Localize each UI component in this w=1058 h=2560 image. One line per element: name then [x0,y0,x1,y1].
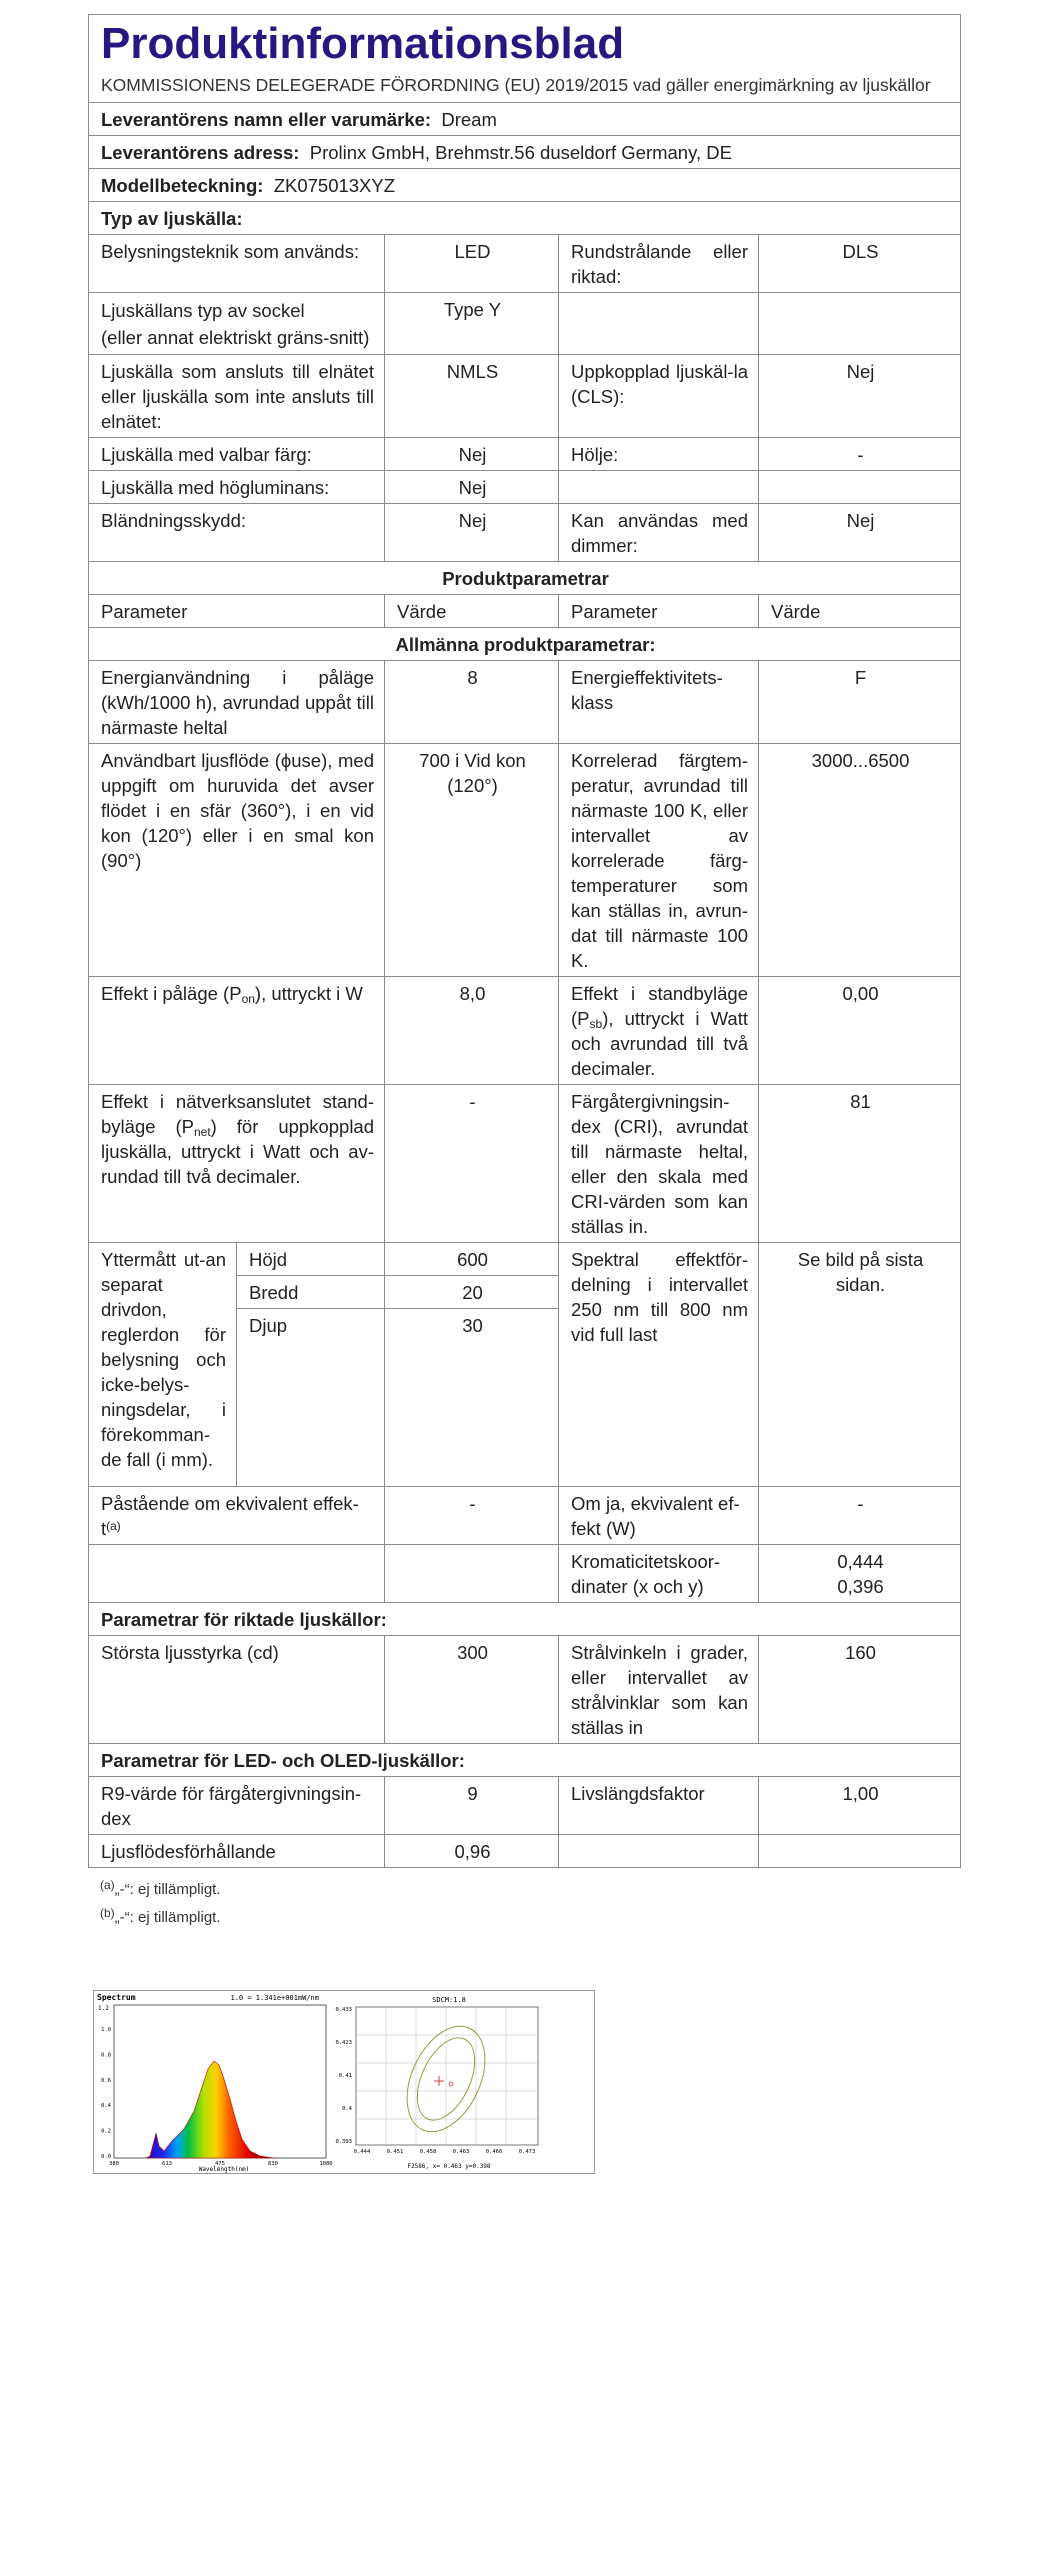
spectrum-scale: 1.0 = 1.341e+001mW/nm [230,1994,319,2002]
chromaticity-label: Kromaticitetskoor-dinater (x och y) [559,1545,759,1603]
cct-value: 3000...6500 [759,744,961,977]
general-params-heading: Allmänna produktparametrar: [89,628,961,661]
cap-type-note: (eller annat elektriskt gräns-snitt) [101,327,370,348]
column-header-row [89,595,961,628]
led-heading-row [89,1744,961,1777]
cie-title: SDCM:1.8 [432,1996,466,2004]
energy-class-label: Energieffektivitets-klass [559,661,759,744]
empty-cell [759,1835,961,1868]
standby-power-label: Effekt i standbyläge $(P_{sb})$, uttryckt i Watt och avrundad till två decimaler. [559,977,759,1085]
param-row [89,1835,961,1868]
info-table [88,14,961,1868]
dimmable-value: Nej [759,504,961,562]
lumen-maintenance-value: 0,96 [385,1835,559,1868]
column-header-parameter: Parameter [89,595,385,628]
height-value: 600 [385,1243,559,1276]
supplier-address-value: Prolinx GmbH, Brehmstr.56 duseldorf Germany, DE [309,142,732,163]
networked-standby-label: Effekt i nätverksanslutet stand-byläge $(P_{net})$ för uppkopplad ljuskälla, uttryckt i Watt och av-rundad till två decimaler. [89,1085,385,1243]
spectrum-y-tick: 0.6 [101,2077,111,2084]
spectrum-x-label: Wavelength(nm) [198,2166,250,2173]
cap-type-label: Ljuskällans typ av sockel [101,300,305,321]
chromaticity-chart [335,1996,538,2170]
cie-y-tick: 0.41 [338,2073,352,2079]
chromaticity-x: 0,444 [837,1551,884,1572]
energy-consumption-value: 8 [385,661,559,744]
mains-value: NMLS [385,355,559,438]
cie-x-tick: 0.466 [485,2149,503,2155]
spectrum-y-tick: 0.8 [101,2052,111,2059]
on-mode-power-value: 8,0 [385,977,559,1085]
spectrum-x-tick: 613 [162,2161,172,2167]
equivalent-power-claim-value: - [385,1487,559,1545]
param-row [89,1636,961,1744]
light-source-type-heading: Typ av ljuskälla: [89,202,961,235]
param-row [89,1487,961,1545]
empty-cell [759,471,961,504]
led-heading: Parametrar för LED- och OLED-ljuskällor: [89,1744,961,1777]
survival-factor-value: 1,00 [759,1777,961,1835]
spectrum-x-tick: 830 [268,2161,278,2167]
supplier-address-row [89,136,961,169]
spectrum-and-chromaticity-figure [93,1990,595,2174]
type-row [89,438,961,471]
cie-frame [356,2007,538,2145]
anti-glare-value: Nej [385,504,559,562]
spectrum-chart [97,1993,333,2173]
title-cell [89,15,961,103]
peak-intensity-value: 300 [385,1636,559,1744]
supplier-name-row [89,103,961,136]
spectrum-y-tick: 0.4 [101,2103,111,2110]
param-row [89,977,961,1085]
peak-intensity-label: Största ljusstyrka (cd) [89,1636,385,1744]
model-label: Modellbeteckning: [101,175,264,196]
envelope-value: - [759,438,961,471]
dimmable-label: Kan användas med dimmer: [559,504,759,562]
technology-value: LED [385,235,559,293]
networked-standby-value: - [385,1085,559,1243]
cap-type-cell [89,293,385,355]
spectrum-y-ticks [101,2027,112,2160]
cie-y-tick: 0.4 [342,2106,352,2112]
empty-cell [559,293,759,355]
r9-value: 9 [385,1777,559,1835]
product-params-heading-row [89,562,961,595]
depth-label: Djup [237,1309,385,1487]
directional-heading: Parametrar för riktade ljuskällor: [89,1603,961,1636]
cap-type-value: Type Y [385,293,559,355]
empty-cell [559,471,759,504]
energy-class-value: F [759,661,961,744]
cct-label: Korrelerad färgtem-peratur, avrundad till närmaste 100 K, eller intervallet av korrelerade färg-temperaturer som kan ställas in, avrun-dat till närmaste 100 K. [559,744,759,977]
colour-tuneable-value: Nej [385,438,559,471]
empty-cell [89,1545,385,1603]
type-row [89,235,961,293]
depth-value: 30 [385,1309,559,1487]
model-value: ZK075013XYZ [273,175,396,196]
beam-angle-label: Strålvinkeln i grader, eller intervallet av strålvinklar som kan ställas in [559,1636,759,1744]
chromaticity-value [759,1545,961,1603]
cri-label: Färgåtergivningsin-dex (CRI), avrundat till närmaste heltal, eller den skala med CRI-värden som kan ställas in. [559,1085,759,1243]
width-label: Bredd [237,1276,385,1309]
type-row [89,504,961,562]
spectrum-x-tick: 380 [109,2161,119,2167]
light-source-type-heading-row [89,202,961,235]
high-luminance-value: Nej [385,471,559,504]
spectrum-ytop: 1.2 [98,2005,109,2012]
high-luminance-label: Ljuskälla med högluminans: [89,471,385,504]
luminous-flux-value: 700 i Vid kon (120°) [385,744,559,977]
equivalent-power-label: Om ja, ekvivalent ef-fekt (W) [559,1487,759,1545]
spectral-distribution-label: Spektral effektför-delning i intervallet 250 nm till 800 nm vid full last [559,1243,759,1487]
luminous-flux-label: Användbart ljusflöde (ϕuse), med uppgift om huruvida det avser flödet i en sfär (360°), i en vid kon (120°) eller i en smal kon (90°) [89,744,385,977]
supplier-address-label: Leverantörens adress: [101,142,300,163]
mains-label: Ljuskälla som ansluts till elnätet eller ljuskälla som inte ansluts till elnätet: [89,355,385,438]
width-value: 20 [385,1276,559,1309]
cie-x-tick: 0.463 [452,2149,470,2155]
cie-x-tick: 0.444 [353,2149,371,2155]
spectrum-title: Spectrum [97,1993,136,2002]
general-params-heading-row [89,628,961,661]
directional-label: Rundstrålande eller riktad: [559,235,759,293]
anti-glare-label: Bländningsskydd: [89,504,385,562]
r9-label: R9-värde för färgåtergivningsin-dex [89,1777,385,1835]
column-header-value: Värde [385,595,559,628]
param-row [89,661,961,744]
title-row [89,15,961,103]
envelope-label: Hölje: [559,438,759,471]
technology-label: Belysningsteknik som används: [89,235,385,293]
type-row [89,471,961,504]
footnotes [88,1876,960,1932]
survival-factor-label: Livslängdsfaktor [559,1777,759,1835]
cie-y-tick: 0.433 [335,2007,352,2013]
on-mode-power-label: Effekt i påläge $(P_{on})$, uttryckt i W [89,977,385,1085]
colour-tuneable-label: Ljuskälla med valbar färg: [89,438,385,471]
connected-value: Nej [759,355,961,438]
footnote-b: $^{(b)}$„-“: ej tillämpligt. [100,1906,221,1926]
cie-footer: F2586, x= 0.463 y=0.398 [407,2163,491,2170]
cie-x-tick: 0.473 [518,2149,536,2155]
column-header-value: Värde [759,595,961,628]
spectrum-y-tick: 0.2 [101,2128,111,2135]
figure-svg [94,1991,594,2173]
energy-consumption-label: Energianvändning i påläge (kWh/1000 h), avrundad uppåt till närmaste heltal [89,661,385,744]
lumen-maintenance-label: Ljusflödesförhållande [89,1835,385,1868]
directional-heading-row [89,1603,961,1636]
param-row [89,1777,961,1835]
param-row [89,1545,961,1603]
cie-y-ticks [335,2007,352,2145]
standby-power-value: 0,00 [759,977,961,1085]
equivalent-power-value: - [759,1487,961,1545]
type-row [89,293,961,355]
model-row [89,169,961,202]
supplier-name-value: Dream [441,109,497,130]
connected-label: Uppkopplad ljuskäl-la (CLS): [559,355,759,438]
type-row [89,355,961,438]
product-information-sheet [88,14,960,1932]
spectrum-x-tick: 1080 [319,2161,333,2167]
directional-value: DLS [759,235,961,293]
empty-cell [559,1835,759,1868]
cie-x-tick: 0.458 [419,2149,437,2155]
empty-cell [385,1545,559,1603]
page-title: Produktinformationsblad [101,19,625,68]
spectrum-y-tick: 1.0 [101,2027,111,2033]
dimensions-row [89,1243,961,1276]
spectrum-x-tick: 475 [215,2161,225,2167]
chromaticity-y: 0,396 [837,1576,884,1597]
param-row [89,1085,961,1243]
dimensions-label: Yttermått ut-an separat drivdon, reglerdon för belysning och icke-belys-ningsdelar, i förekomman-de fall (i mm). [89,1243,237,1487]
beam-angle-value: 160 [759,1636,961,1744]
supplier-name-label: Leverantörens namn eller varumärke: [101,109,432,130]
cri-value: 81 [759,1085,961,1243]
column-header-parameter: Parameter [559,595,759,628]
cie-y-tick: 0.393 [335,2139,352,2145]
equivalent-power-claim-label: Påstående om ekvivalent effek-$t^{(a)}$ [89,1487,385,1545]
spectrum-y-tick: 0.0 [101,2154,111,2160]
spectral-distribution-value: Se bild på sista sidan. [759,1243,961,1487]
cie-y-tick: 0.423 [335,2040,352,2046]
empty-cell [759,293,961,355]
height-label: Höjd [237,1243,385,1276]
param-row [89,744,961,977]
product-params-heading: Produktparametrar [89,562,961,595]
cie-x-ticks [354,2149,536,2155]
regulation-subtitle: KOMMISSIONENS DELEGERADE FÖRORDNING (EU) 2019/2015 vad gäller energimärkning av ljuskällor [101,75,931,95]
cie-x-tick: 0.451 [386,2149,404,2155]
footnote-a: $^{(a)}$„-“: ej tillämpligt. [100,1878,221,1898]
